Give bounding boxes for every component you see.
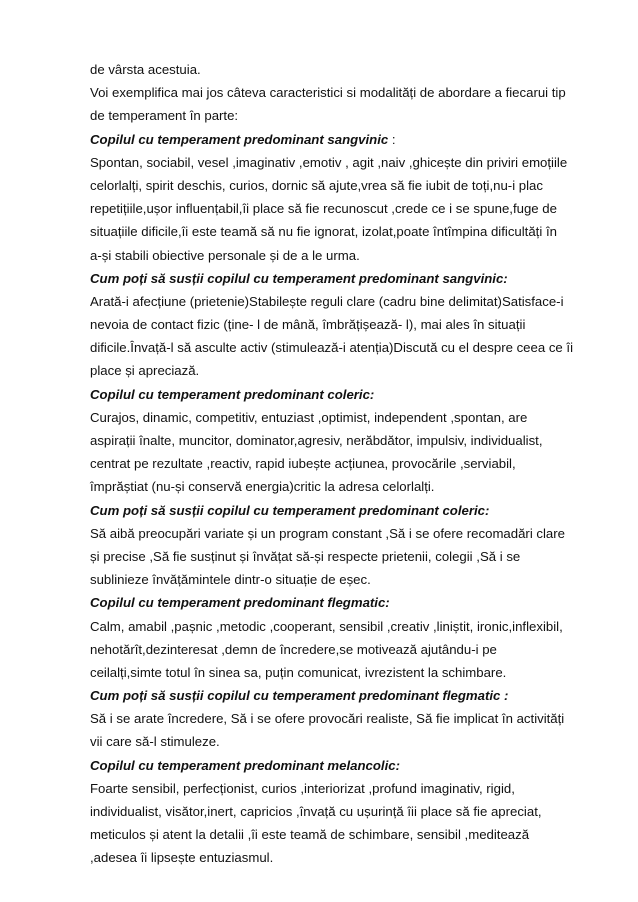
paragraph-line [90,244,590,267]
section-heading [90,383,590,406]
section-heading [90,128,590,151]
heading-text: Cum poți să susții copilul cu temperament predominant sangvinic: [90,270,508,286]
paragraph-line [90,359,590,382]
line-text: Voi exemplifica mai jos câteva caracteristici si modalități de abordare a fiecarui tip [90,85,566,101]
paragraph-line [90,522,590,545]
section-heading [90,684,590,707]
line-text: Calm, amabil ,pașnic ,metodic ,cooperant, sensibil ,creativ ,liniștit, ironic,inflexibil, [90,618,563,634]
paragraph-line [90,406,590,429]
line-text: împrăștiat (nu-și conservă energia)critic la adresa celorlalți. [90,479,435,495]
line-text: vii care să-l stimuleze. [90,734,220,750]
paragraph-line [90,313,590,336]
document-text [90,58,590,870]
line-text: celorlalți, spirit deschis, curios, dornic să ajute,vrea să fie iubit de toți,nu-i plac [90,177,543,193]
paragraph-line [90,104,590,127]
heading-text: Copilul cu temperament predominant coleric: [90,386,375,402]
line-text: situațiile dificile,îi este teamă să nu fie ignorat, izolat,poate întîmpina dificultăți în [90,224,557,240]
line-text: dificile.Învață-l să asculte activ (stimulează-i atenția)Discută cu el despre ceea ce îi [90,340,574,356]
heading-text: Cum poți să susții copilul cu temperament predominant coleric: [90,502,490,518]
line-text: centrat pe rezultate ,reactiv, rapid iubește acțiunea, provocările ,serviabil, [90,456,516,472]
line-text: meticulos și atent la detalii ,îi este teamă de schimbare, sensibil ,meditează [90,827,530,843]
paragraph-line [90,638,590,661]
line-text: Arată-i afecțiune (prietenie)Stabilește reguli clare (cadru bine delimitat)Satisface-i [90,293,564,309]
line-text: Să aibă preocupări variate și un program constant ,Să i se ofere recomadări clare [90,525,565,541]
heading-text: Copilul cu temperament predominant melancolic: [90,757,400,773]
paragraph-line [90,151,590,174]
paragraph-line [90,452,590,475]
line-text: ceilalți,simte totul în sinea sa, puțin comunicat, ivrezistent la schimbare. [90,664,507,680]
line-text: de temperament în parte: [90,108,239,124]
paragraph-line [90,615,590,638]
line-text: nehotărît,dezinteresat ,demn de încredere,se motivează ajutându-i pe [90,641,497,657]
line-text: repetițiile,ușor influențabil,îi place să fie recunoscut ,crede ce i se spune,fuge de [90,201,557,217]
paragraph-line [90,730,590,753]
paragraph-line [90,545,590,568]
paragraph-line [90,58,590,81]
line-text: Foarte sensibil, perfecționist, curios ,interiorizat ,profund imaginativ, rigid, [90,780,515,796]
section-heading [90,267,590,290]
line-text: a-și stabili obiective personale și de a le urma. [90,247,360,263]
line-text: Spontan, sociabil, vesel ,imaginativ ,emotiv , agit ,naiv ,ghicește din priviri emoțiile [90,154,568,170]
paragraph-line [90,290,590,313]
heading-text: Copilul cu temperament predominant sangvinic [90,131,389,147]
line-text: de vârsta acestuia. [90,62,201,77]
line-text: place și apreciază. [90,363,200,379]
paragraph-line [90,800,590,823]
line-text: Să i se arate încredere, Să i se ofere provocări realiste, Să fie implicat în activități [90,711,565,727]
heading-text: Copilul cu temperament predominant flegmatic: [90,595,390,611]
line-text: și precise ,Să fie susținut și învățat să-și respecte prietenii, colegii ,Să i se [90,548,521,564]
section-heading [90,754,590,777]
paragraph-line [90,707,590,730]
paragraph-line [90,174,590,197]
line-text: Curajos, dinamic, competitiv, entuziast ,optimist, independent ,spontan, are [90,409,528,425]
paragraph-line [90,197,590,220]
paragraph-line [90,846,590,869]
paragraph-line [90,81,590,104]
paragraph-line [90,568,590,591]
section-heading [90,591,590,614]
paragraph-line [90,823,590,846]
paragraph-line [90,429,590,452]
paragraph-line [90,220,590,243]
paragraph-line [90,661,590,684]
line-text: ,adesea îi lipsește entuziasmul. [90,850,274,866]
line-text: individualist, visător,inert, capricios ,învață cu ușurință îii place să fie apreciat, [90,804,542,819]
line-text: aspirații înalte, muncitor, dominator,agresiv, nerăbdător, impulsiv, individualist, [90,433,543,448]
paragraph-line [90,777,590,800]
paragraph-line [90,475,590,498]
heading-text: Cum poți să susții copilul cu temperament predominant flegmatic : [90,688,509,704]
section-heading [90,499,590,522]
line-text: sublinieze învățămintele dintr-o situație de eșec. [90,572,371,588]
line-text: nevoia de contact fizic (ține- l de mână, îmbrățișează- l), mai ales în situații [90,317,526,333]
paragraph-line [90,336,590,359]
heading-suffix: : [388,131,396,147]
